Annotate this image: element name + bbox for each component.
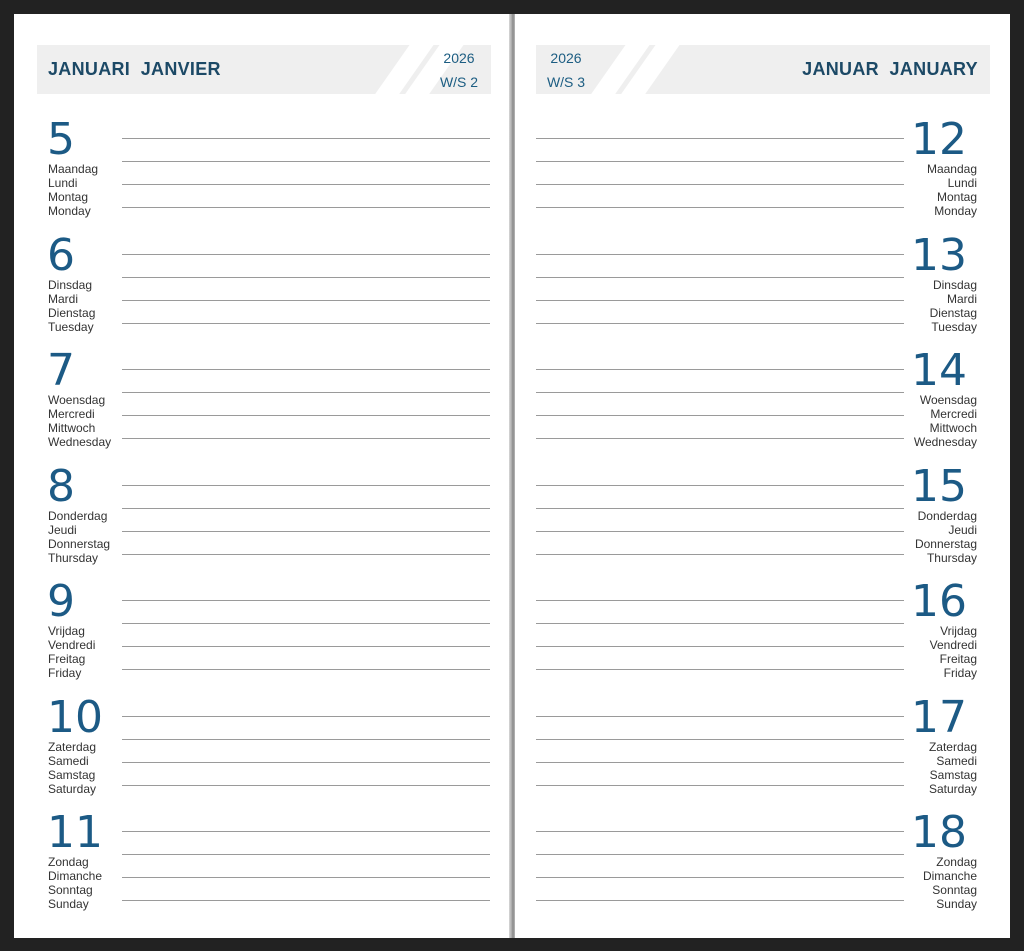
writing-line[interactable] xyxy=(536,762,904,763)
day-name: Dinsdag xyxy=(932,277,977,292)
day-name: Vendredi xyxy=(929,638,977,652)
day-number: 16 xyxy=(911,576,967,627)
day-number: 7 xyxy=(47,345,75,396)
day-name: Donnerstag xyxy=(48,536,111,551)
day-number: 12 xyxy=(911,114,967,165)
day-name: Wednesday xyxy=(48,435,112,449)
writing-line[interactable] xyxy=(536,900,904,901)
day-name: Mercredi xyxy=(48,407,95,421)
day-number: 9 xyxy=(47,576,75,627)
writing-line[interactable] xyxy=(536,739,904,740)
day-name: Friday xyxy=(943,666,977,680)
day-name: Mardi xyxy=(946,291,977,306)
day-number: 6 xyxy=(47,229,75,281)
writing-line[interactable] xyxy=(536,415,904,416)
day-block xyxy=(14,576,484,696)
day-block xyxy=(515,576,977,696)
day-name: Tuesday xyxy=(48,319,94,334)
day-number: 5 xyxy=(47,114,75,165)
day-name: Saturday xyxy=(928,781,977,796)
writing-line[interactable] xyxy=(122,184,490,185)
day-name: Dinsdag xyxy=(48,277,93,292)
year-label: 2026 xyxy=(550,50,582,66)
writing-line[interactable] xyxy=(122,161,490,162)
day-number: 13 xyxy=(911,229,967,281)
writing-line[interactable] xyxy=(122,831,490,832)
writing-line[interactable] xyxy=(536,392,904,393)
day-name: Mercredi xyxy=(930,407,977,421)
day-name: Montag xyxy=(48,190,89,204)
writing-line[interactable] xyxy=(122,485,490,486)
day-name: Dienstag xyxy=(929,305,977,320)
day-name: Zaterdag xyxy=(928,739,977,754)
writing-line[interactable] xyxy=(536,184,904,185)
day-block xyxy=(14,460,484,581)
day-block xyxy=(515,114,977,234)
writing-line[interactable] xyxy=(536,716,904,717)
month-label: JANUAR JANUARY xyxy=(802,59,978,79)
day-name: Freitag xyxy=(48,652,86,666)
writing-line[interactable] xyxy=(122,207,490,208)
writing-line[interactable] xyxy=(122,600,490,601)
day-block xyxy=(14,807,484,927)
writing-line[interactable] xyxy=(536,877,904,878)
writing-line[interactable] xyxy=(122,877,490,878)
writing-line[interactable] xyxy=(536,623,904,624)
day-name: Wednesday xyxy=(913,435,977,449)
writing-line[interactable] xyxy=(536,300,904,301)
day-name: Vendredi xyxy=(48,638,96,652)
day-name: Tuesday xyxy=(931,319,977,334)
day-name: Lundi xyxy=(947,176,977,190)
writing-line[interactable] xyxy=(122,138,490,139)
left-page-header xyxy=(37,45,491,94)
day-name: Jeudi xyxy=(48,522,77,537)
day-block xyxy=(515,691,977,812)
writing-line[interactable] xyxy=(536,161,904,162)
writing-line[interactable] xyxy=(536,854,904,855)
writing-line[interactable] xyxy=(536,369,904,370)
day-block xyxy=(515,345,977,465)
writing-line[interactable] xyxy=(536,207,904,208)
writing-line[interactable] xyxy=(536,785,904,786)
day-block xyxy=(14,345,484,465)
writing-line[interactable] xyxy=(536,831,904,832)
day-name: Thursday xyxy=(48,550,99,565)
day-name: Zaterdag xyxy=(48,739,97,754)
day-name: Samedi xyxy=(48,753,89,768)
day-name: Woensdag xyxy=(919,393,977,407)
year-label: 2026 xyxy=(443,50,475,66)
day-name: Mardi xyxy=(48,291,79,306)
day-name: Samstag xyxy=(929,767,977,782)
writing-line[interactable] xyxy=(536,531,904,532)
right-page xyxy=(515,14,1010,938)
day-name: Dimanche xyxy=(922,869,977,883)
day-number: 17 xyxy=(911,691,967,743)
day-name: Jeudi xyxy=(948,522,977,537)
writing-line[interactable] xyxy=(536,323,904,324)
writing-line[interactable] xyxy=(122,900,490,901)
writing-line[interactable] xyxy=(122,669,490,670)
day-name: Mittwoch xyxy=(48,421,96,435)
writing-line[interactable] xyxy=(536,646,904,647)
right-page-header xyxy=(536,45,990,94)
day-name: Freitag xyxy=(939,652,977,666)
day-name: Mittwoch xyxy=(929,421,977,435)
day-name: Donderdag xyxy=(917,508,977,523)
day-name: Monday xyxy=(48,204,91,218)
week-label: W/S 3 xyxy=(546,74,586,90)
day-block xyxy=(14,229,484,350)
writing-line[interactable] xyxy=(536,485,904,486)
day-name: Zondag xyxy=(936,855,977,869)
day-name: Vrijdag xyxy=(48,624,85,638)
day-name: Woensdag xyxy=(48,393,106,407)
day-name: Monday xyxy=(934,204,977,218)
writing-line[interactable] xyxy=(122,623,490,624)
day-block xyxy=(515,807,977,927)
day-block xyxy=(14,691,484,812)
writing-line[interactable] xyxy=(122,716,490,717)
day-block xyxy=(515,229,977,350)
writing-line[interactable] xyxy=(536,254,904,255)
writing-line[interactable] xyxy=(122,646,490,647)
day-name: Maandag xyxy=(48,162,99,176)
day-name: Maandag xyxy=(926,162,977,176)
day-name: Sunday xyxy=(48,897,89,911)
day-number: 14 xyxy=(911,345,967,396)
writing-line[interactable] xyxy=(122,554,490,555)
day-name: Donderdag xyxy=(48,508,108,523)
day-block xyxy=(515,460,977,581)
day-name: Samstag xyxy=(48,767,96,782)
writing-line[interactable] xyxy=(122,508,490,509)
writing-line[interactable] xyxy=(122,415,490,416)
day-name: Sunday xyxy=(936,897,977,911)
day-name: Montag xyxy=(936,190,977,204)
writing-line[interactable] xyxy=(536,669,904,670)
week-label: W/S 2 xyxy=(439,74,479,90)
day-number: 15 xyxy=(911,460,967,512)
day-name: Zondag xyxy=(48,855,89,869)
day-name: Sonntag xyxy=(932,883,977,897)
day-number: 11 xyxy=(47,807,103,858)
day-name: Lundi xyxy=(48,176,78,190)
day-name: Friday xyxy=(48,666,82,680)
writing-line[interactable] xyxy=(122,438,490,439)
day-name: Sonntag xyxy=(48,883,93,897)
day-number: 18 xyxy=(911,807,967,858)
writing-line[interactable] xyxy=(536,600,904,601)
writing-line[interactable] xyxy=(536,138,904,139)
writing-line[interactable] xyxy=(122,277,490,278)
writing-line[interactable] xyxy=(122,854,490,855)
day-name: Thursday xyxy=(926,550,977,565)
left-page xyxy=(14,14,511,938)
writing-line[interactable] xyxy=(122,369,490,370)
writing-line[interactable] xyxy=(122,323,490,324)
day-number: 8 xyxy=(47,460,75,512)
day-block xyxy=(14,114,484,234)
writing-line[interactable] xyxy=(536,438,904,439)
day-name: Samedi xyxy=(936,753,977,768)
writing-line[interactable] xyxy=(122,531,490,532)
writing-line[interactable] xyxy=(536,554,904,555)
writing-line[interactable] xyxy=(122,392,490,393)
writing-line[interactable] xyxy=(122,739,490,740)
writing-line[interactable] xyxy=(536,277,904,278)
day-name: Donnerstag xyxy=(914,536,977,551)
month-label: JANUARI JANVIER xyxy=(48,59,221,79)
day-name: Dimanche xyxy=(48,869,103,883)
writing-line[interactable] xyxy=(122,254,490,255)
writing-line[interactable] xyxy=(536,508,904,509)
writing-line[interactable] xyxy=(122,762,490,763)
day-name: Saturday xyxy=(48,781,97,796)
day-name: Vrijdag xyxy=(940,624,977,638)
writing-line[interactable] xyxy=(122,785,490,786)
writing-line[interactable] xyxy=(122,300,490,301)
day-number: 10 xyxy=(47,691,103,743)
day-name: Dienstag xyxy=(48,305,96,320)
